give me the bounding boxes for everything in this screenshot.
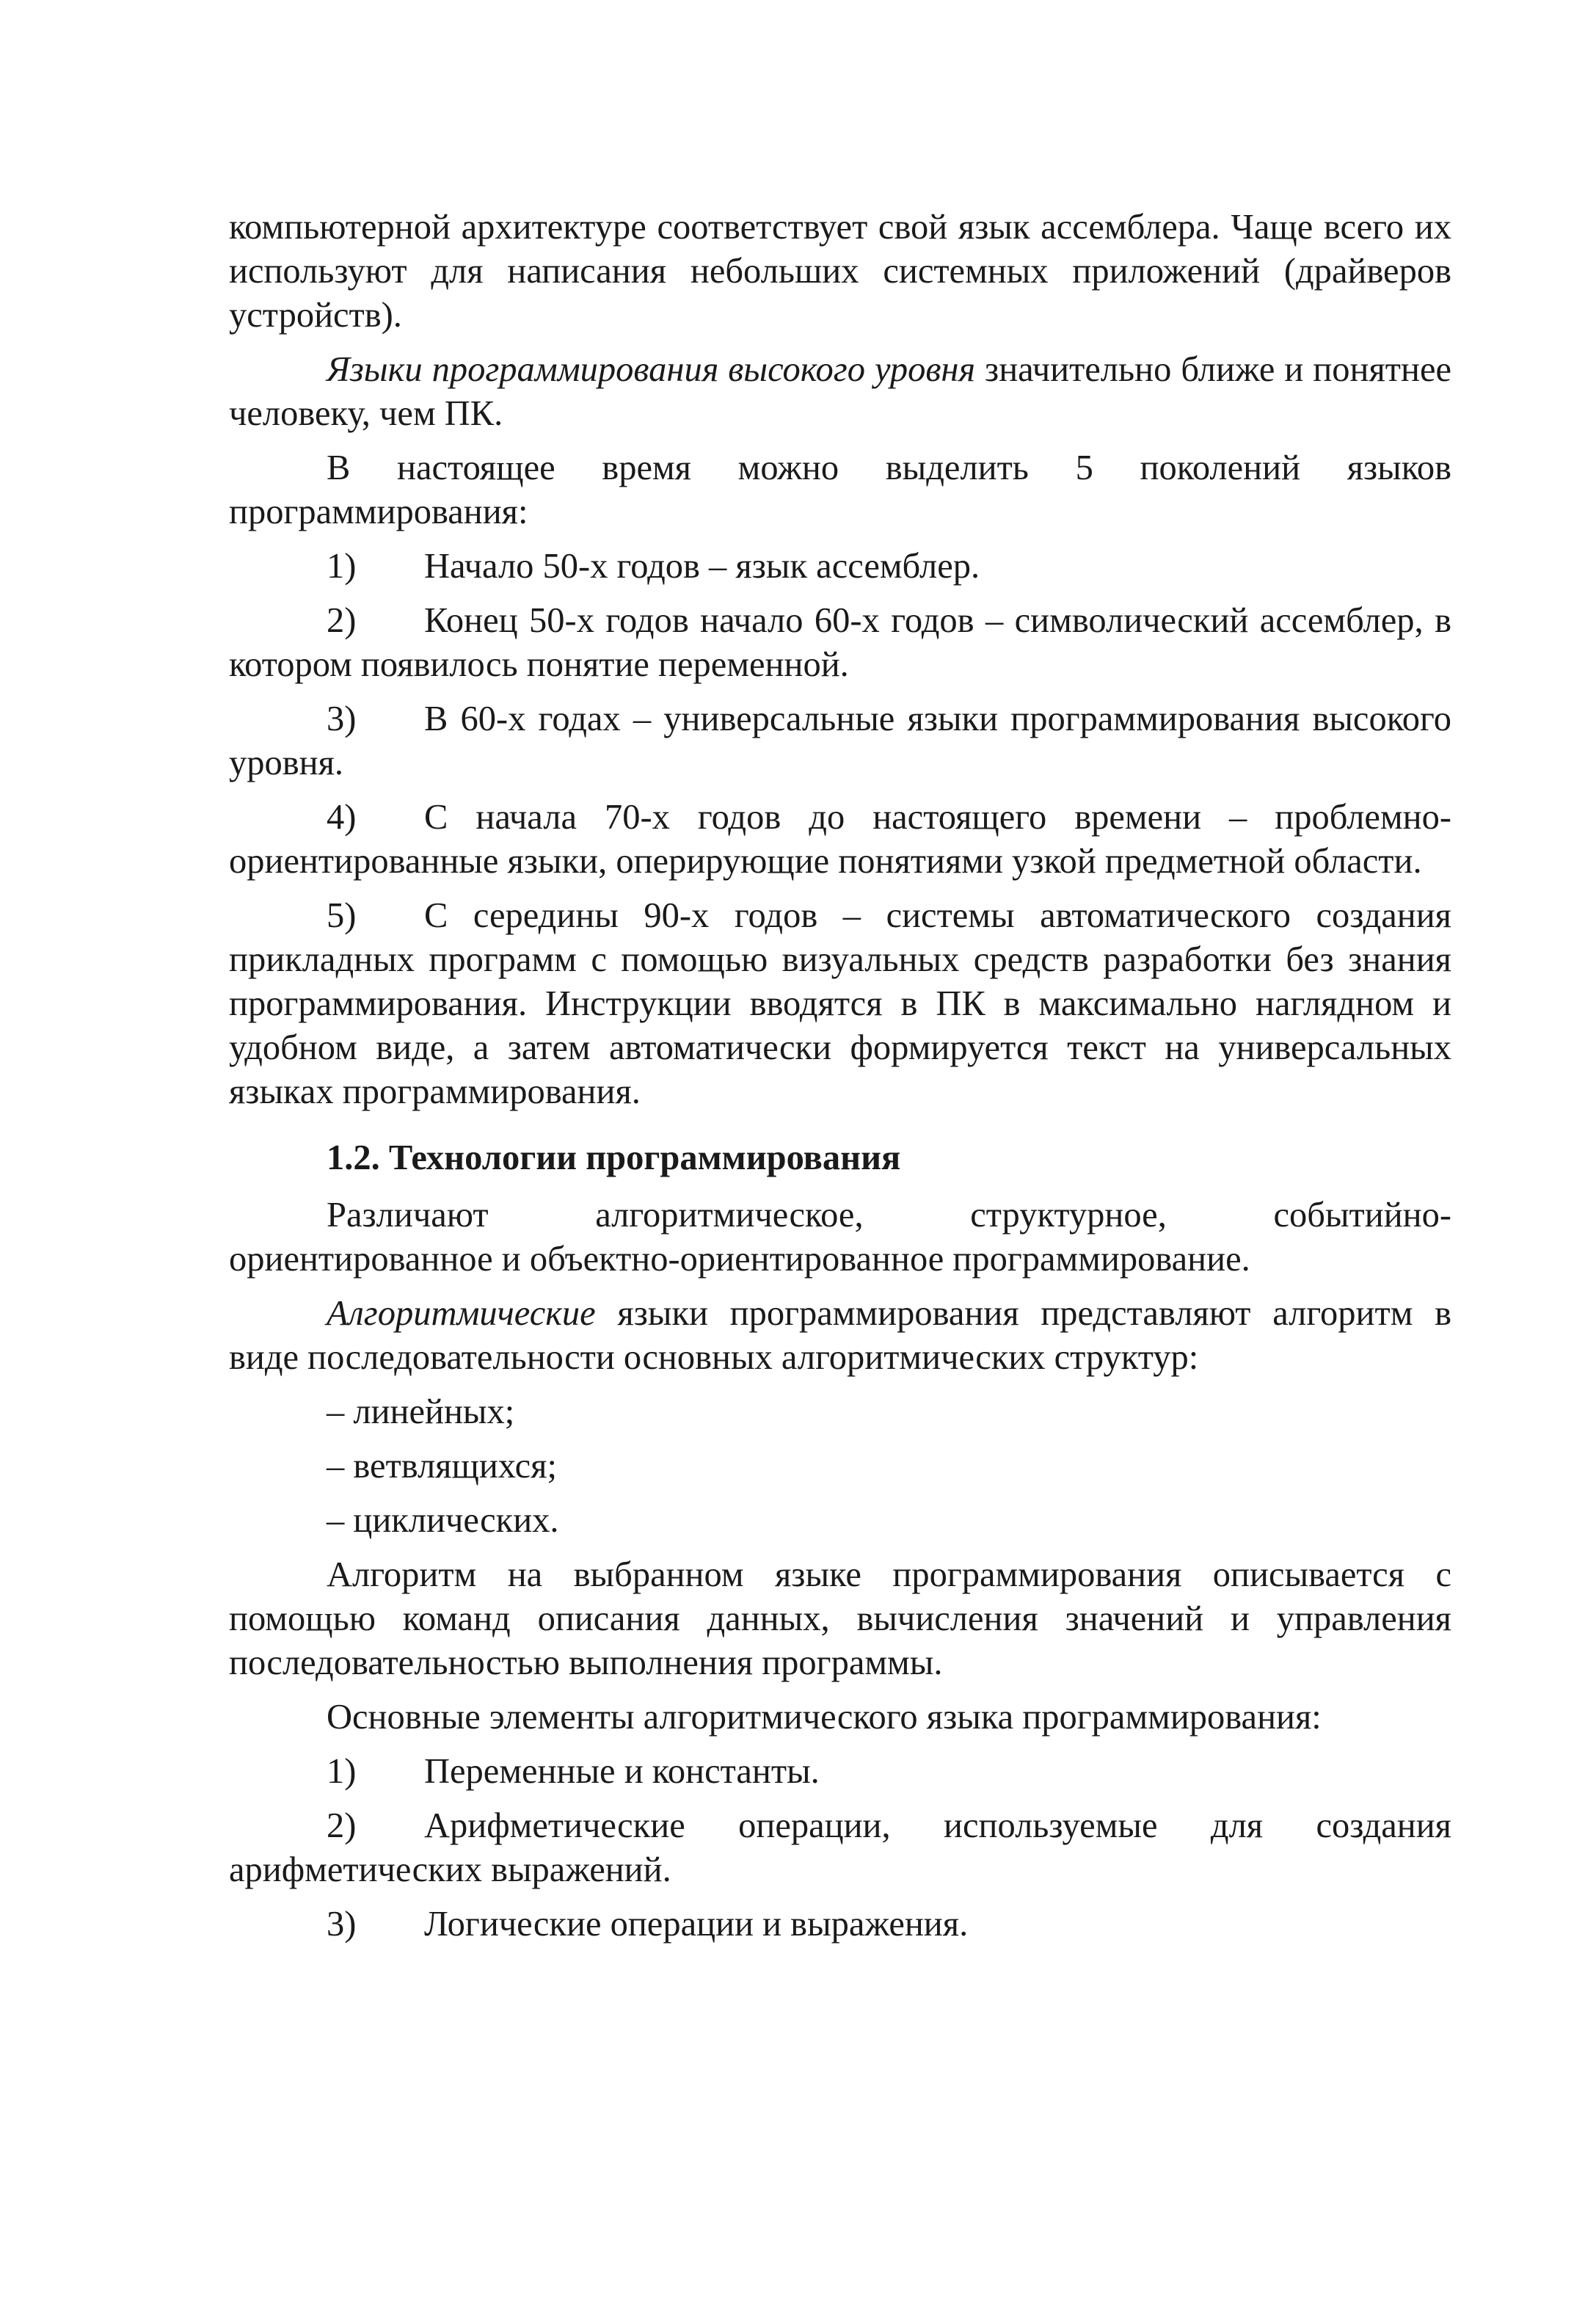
list-item-text: Арифметические операции, используемые для создания арифметических выражений.: [229, 1806, 1451, 1889]
list-item-number: 3): [327, 1905, 357, 1944]
list-item-number: 4): [327, 798, 357, 837]
list-item: [229, 1902, 1451, 1946]
list-item-number: 2): [327, 1806, 357, 1845]
list-item-text: Конец 50-х годов начало 60-х годов – символический ассемблер, в котором появилось понятие переменной.: [229, 601, 1451, 684]
word: событийно-: [1273, 1196, 1451, 1235]
dash-list-item: – ветвлящихся;: [327, 1447, 557, 1486]
list-item: [229, 894, 1451, 1114]
paragraph-algorithm-description: Алгоритм на выбранном языке программирования описывается с помощью команд описания данных, вычисления значений и управления последовательностью выполнения программы.: [229, 1555, 1451, 1682]
word: Различают: [327, 1196, 489, 1235]
paragraph-high-level-languages: [229, 348, 1451, 436]
list-item-number: 2): [327, 601, 357, 640]
paragraph-technologies-line2: ориентированное и объектно-ориентированное программирование.: [229, 1240, 1250, 1279]
list-item: [229, 545, 1451, 589]
document-page: [229, 206, 1451, 1957]
list-item-text: Логические операции и выражения.: [424, 1905, 969, 1944]
word: алгоритмическое,: [595, 1196, 864, 1235]
list-item: [229, 599, 1451, 687]
list-item-text: Начало 50-х годов – язык ассемблер.: [424, 547, 980, 586]
paragraph-assembler-usage: компьютерной архитектуре соответствует свой язык ассемблера. Чаще всего их используют для написания небольших системных приложений (драйверов устройств).: [229, 208, 1451, 335]
list-item: [229, 1804, 1451, 1892]
list-item-number: 5): [327, 896, 357, 935]
list-item-text: С начала 70-х годов до настоящего времени – проблемно-ориентированные языки, оперирующие понятиями узкой предметной области.: [229, 798, 1451, 881]
list-item-text: В 60-х годах – универсальные языки программирования высокого уровня.: [229, 699, 1451, 782]
list-item-number: 1): [327, 1752, 357, 1791]
list-item-text: С середины 90-х годов – системы автоматического создания прикладных программ с помощью визуальных средств разработки без знания программирования. Инструкции вводятся в ПК в максимально наглядном и удобном виде, а затем автоматически формируется текст на универсальных языках программирования.: [229, 896, 1451, 1111]
dash-list-item: – линейных;: [327, 1392, 515, 1431]
list-item-number: 1): [327, 547, 357, 586]
list-item-number: 3): [327, 699, 357, 738]
section-heading: 1.2. Технологии программирования: [327, 1138, 901, 1177]
paragraph-algorithmic-rest: языки программирования представляют алгоритм в виде последовательности основных алгоритмических структур:: [229, 1294, 1451, 1377]
list-item: [229, 1750, 1451, 1794]
paragraph-algorithmic-languages: [229, 1292, 1451, 1380]
italic-term-high-level: Языки программирования высокого уровня: [327, 350, 976, 389]
paragraph-elements-intro: Основные элементы алгоритмического языка программирования:: [327, 1698, 1322, 1737]
paragraph-high-level-rest: значительно ближе и понятнее человеку, чем ПК.: [229, 350, 1451, 433]
list-item: [229, 796, 1451, 884]
word: структурное,: [970, 1196, 1167, 1235]
italic-term-algorithmic: Алгоритмические: [327, 1294, 596, 1333]
list-item: [229, 697, 1451, 785]
list-item-text: Переменные и константы.: [424, 1752, 820, 1791]
dash-list-item: – циклических.: [327, 1501, 559, 1540]
paragraph-generations-intro: В настоящее время можно выделить 5 поколений языков программирования:: [229, 448, 1451, 531]
paragraph-technologies-line1: [229, 1193, 1451, 1237]
